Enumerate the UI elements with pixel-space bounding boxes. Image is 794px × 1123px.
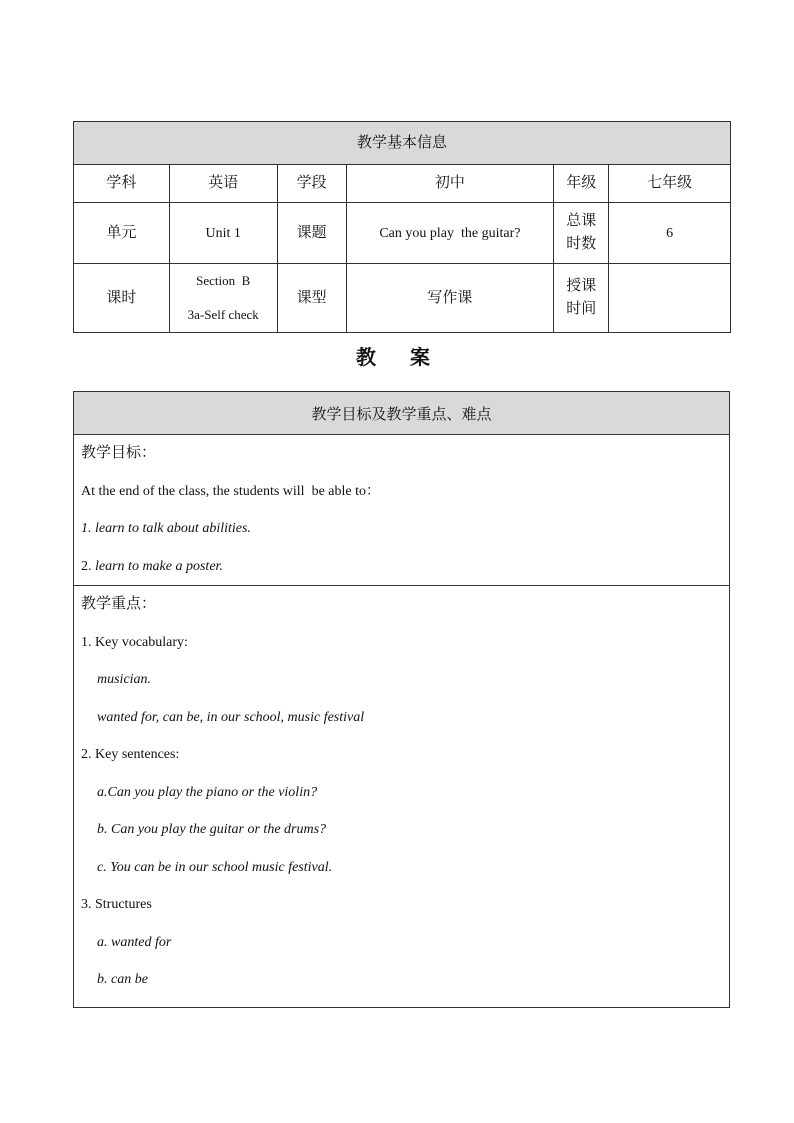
- vocab-line-1: musician.: [97, 672, 152, 687]
- sentence-b: b. Can you play the guitar or the drums?: [97, 822, 327, 837]
- total-hours-label: [554, 203, 609, 264]
- period-label: 课时: [74, 264, 170, 333]
- vocab-heading: 1. Key vocabulary:: [81, 634, 188, 650]
- objectives-heading: 教学目标：: [81, 445, 157, 461]
- objective-item-2-number: 2.: [81, 558, 95, 574]
- unit-value: Unit 1: [169, 203, 277, 264]
- stage-label: 学段: [277, 165, 346, 203]
- subject-label: 学科: [74, 165, 170, 203]
- key-points-cell: [74, 586, 730, 1008]
- stage-value: 初中: [346, 165, 554, 203]
- objective-item-1: 1. learn to talk about abilities.: [81, 521, 251, 536]
- sentences-heading: 2. Key sentences:: [81, 747, 180, 762]
- teaching-time-value: [609, 264, 731, 333]
- total-hours-value: 6: [609, 203, 731, 264]
- objective-item-2: [74, 548, 729, 586]
- period-value: [169, 264, 277, 333]
- info-table-title: 教学基本信息: [74, 122, 731, 165]
- period-value-line2: 3a-Self check: [187, 307, 259, 322]
- structures-heading: 3. Structures: [81, 897, 152, 912]
- objective-item-2-text: learn to make a poster.: [95, 558, 223, 574]
- sentence-a: a.Can you play the piano or the violin?: [97, 784, 318, 800]
- objectives-table: [73, 391, 730, 1008]
- lesson-type-value: 写作课: [346, 264, 554, 333]
- structure-b: b. can be: [97, 972, 148, 987]
- vocab-line-2: wanted for, can be, in our school, music festival: [97, 709, 365, 725]
- sentence-c: c. You can be in our school music festival.: [97, 859, 333, 875]
- teaching-time-label-line1: 授课: [566, 277, 597, 294]
- total-hours-label-line2: 时数: [566, 236, 597, 252]
- objectives-table-title: 教学目标及教学重点、难点: [74, 392, 730, 435]
- teaching-time-label-line2: 时间: [566, 301, 597, 317]
- key-points-heading: 教学重点：: [81, 596, 157, 612]
- grade-value: 七年级: [609, 165, 731, 203]
- total-hours-label-line1: 总课: [566, 212, 597, 229]
- subject-value: 英语: [169, 165, 277, 203]
- structure-a: a. wanted for: [97, 934, 172, 950]
- lesson-type-label: 课型: [277, 264, 346, 333]
- topic-value: Can you play the guitar?: [346, 203, 554, 264]
- period-value-line1: Section B: [196, 273, 251, 288]
- objectives-cell: [74, 435, 730, 586]
- basic-info-table: [73, 121, 731, 333]
- topic-label: 课题: [277, 203, 346, 264]
- objectives-intro: At the end of the class, the students will be able to：: [81, 483, 380, 499]
- grade-label: 年级: [554, 165, 609, 203]
- lesson-plan-heading: 教 案: [356, 347, 438, 369]
- unit-label: 单元: [74, 203, 170, 264]
- teaching-time-label: [554, 264, 609, 333]
